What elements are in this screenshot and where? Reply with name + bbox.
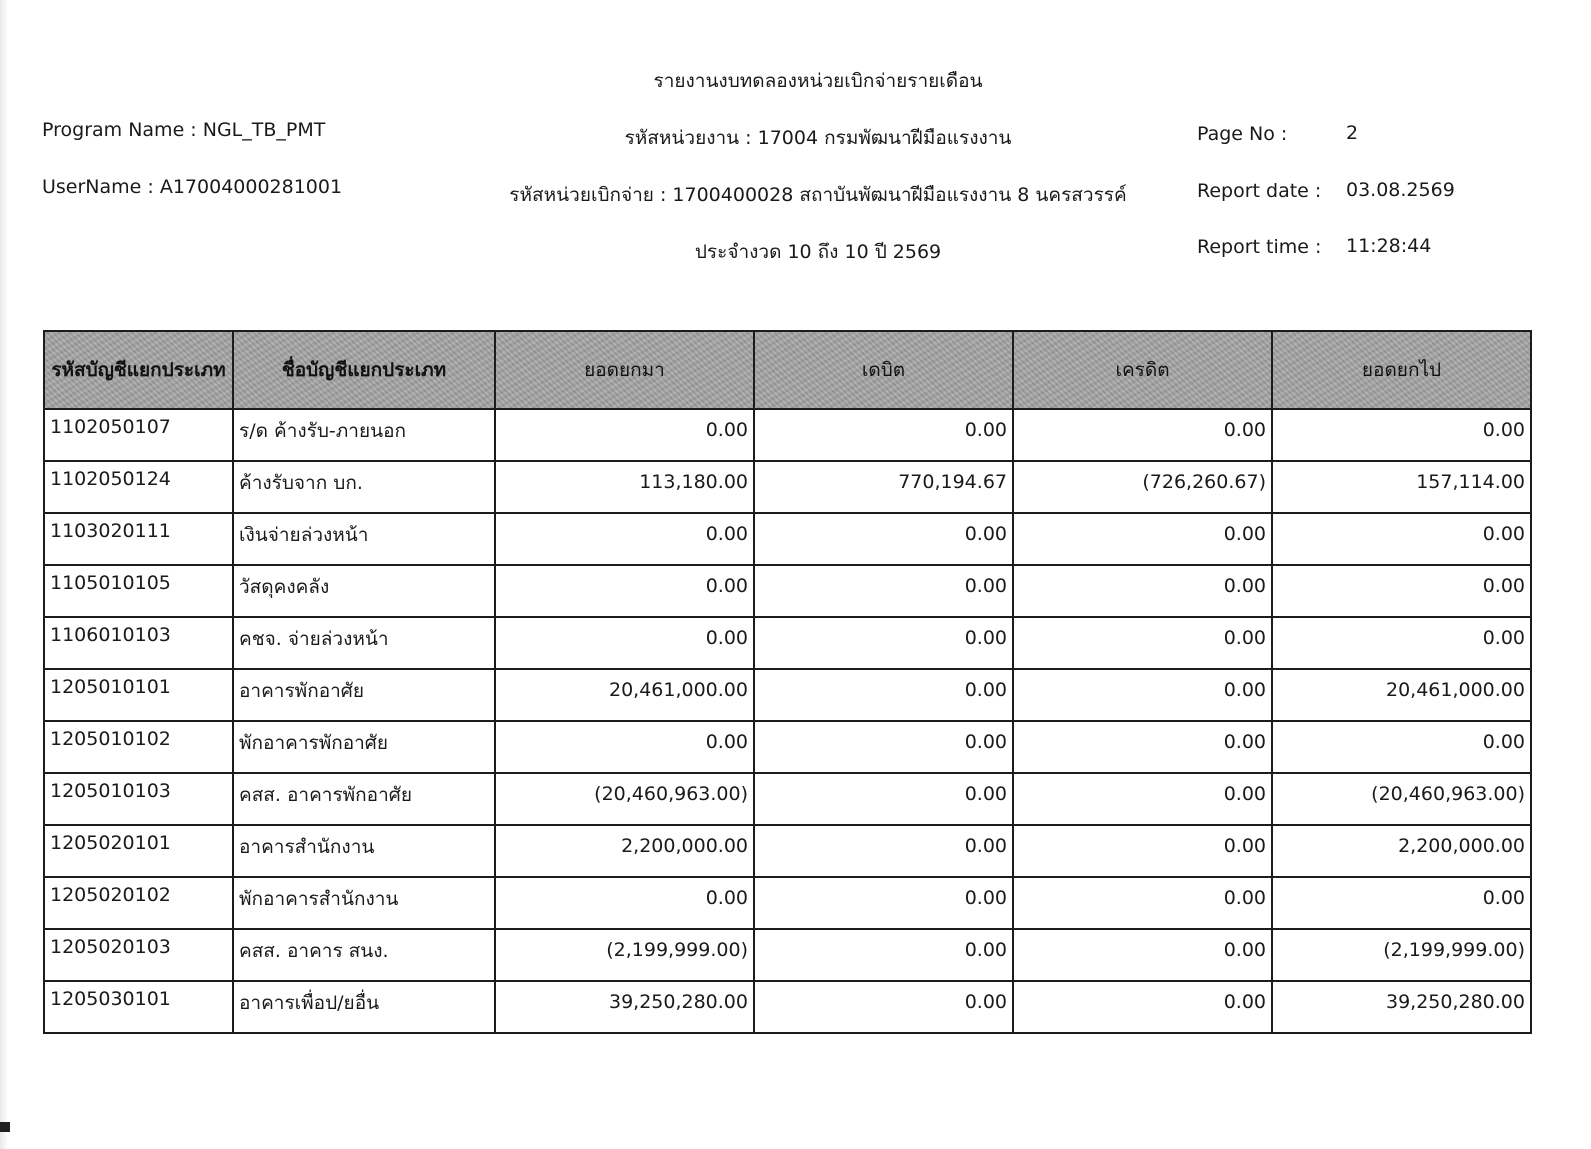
account-code-cell: 1205020103 [44, 929, 233, 981]
account-code-cell: 1205010102 [44, 721, 233, 773]
account-name-cell: คสส. อาคารพักอาศัย [233, 773, 495, 825]
table-row [44, 981, 1531, 1033]
credit-cell: 0.00 [1013, 617, 1272, 669]
debit-cell: 0.00 [754, 773, 1013, 825]
carried-forward-cell: 0.00 [1272, 513, 1531, 565]
account-code-cell: 1102050107 [44, 409, 233, 461]
carried-forward-cell: 0.00 [1272, 617, 1531, 669]
debit-cell: 0.00 [754, 565, 1013, 617]
carried-forward-cell: 0.00 [1272, 721, 1531, 773]
trial-balance-table [43, 330, 1532, 1034]
period-line: ประจำงวด 10 ถึง 10 ปี 2569 [694, 241, 942, 263]
account-code-cell: 1205010101 [44, 669, 233, 721]
disbursing-unit-line: รหัสหน่วยเบิกจ่าย : 1700400028 สถาบันพัฒนาฝีมือแรงงาน 8 นครสวรรค์ [509, 184, 1127, 206]
table-row [44, 669, 1531, 721]
account-name-cell: พักอาคารพักอาศัย [233, 721, 495, 773]
carried-forward-cell: 157,114.00 [1272, 461, 1531, 513]
brought-forward-cell: 113,180.00 [495, 461, 754, 513]
account-name-cell: อาคารสำนักงาน [233, 825, 495, 877]
account-code-cell: 1105010105 [44, 565, 233, 617]
user-name: UserName : A17004000281001 [42, 176, 343, 198]
brought-forward-cell: 0.00 [495, 721, 754, 773]
table-row [44, 773, 1531, 825]
credit-cell: 0.00 [1013, 409, 1272, 461]
credit-cell: 0.00 [1013, 825, 1272, 877]
credit-cell: 0.00 [1013, 877, 1272, 929]
table-header-row [44, 331, 1531, 409]
header-brought-forward: ยอดยกมา [495, 331, 754, 409]
carried-forward-cell: 39,250,280.00 [1272, 981, 1531, 1033]
carried-forward-cell: 20,461,000.00 [1272, 669, 1531, 721]
debit-cell: 0.00 [754, 617, 1013, 669]
debit-cell: 0.00 [754, 929, 1013, 981]
credit-cell: 0.00 [1013, 981, 1272, 1033]
debit-cell: 770,194.67 [754, 461, 1013, 513]
account-code-cell: 1205010103 [44, 773, 233, 825]
account-code-cell: 1205020102 [44, 877, 233, 929]
report-date-value: 03.08.2569 [1346, 179, 1455, 201]
table-row [44, 929, 1531, 981]
account-name-cell: พักอาคารสำนักงาน [233, 877, 495, 929]
credit-cell: 0.00 [1013, 669, 1272, 721]
account-code-cell: 1106010103 [44, 617, 233, 669]
report-time-value: 11:28:44 [1346, 235, 1432, 257]
debit-cell: 0.00 [754, 825, 1013, 877]
table-row [44, 565, 1531, 617]
account-name-cell: อาคารพักอาศัย [233, 669, 495, 721]
carried-forward-cell: 0.00 [1272, 409, 1531, 461]
credit-cell: 0.00 [1013, 929, 1272, 981]
header-carried-forward: ยอดยกไป [1272, 331, 1531, 409]
account-code-cell: 1103020111 [44, 513, 233, 565]
account-name-cell: คสส. อาคาร สนง. [233, 929, 495, 981]
brought-forward-cell: (20,460,963.00) [495, 773, 754, 825]
table-row [44, 409, 1531, 461]
debit-cell: 0.00 [754, 409, 1013, 461]
debit-cell: 0.00 [754, 721, 1013, 773]
account-code-cell: 1205020101 [44, 825, 233, 877]
account-name-cell: คชจ. จ่ายล่วงหน้า [233, 617, 495, 669]
report-date-label: Report date : [1197, 180, 1322, 202]
account-name-cell: เงินจ่ายล่วงหน้า [233, 513, 495, 565]
header-credit: เครดิต [1013, 331, 1272, 409]
header-account-code: รหัสบัญชีแยกประเภท [44, 331, 233, 409]
account-name-cell: ค้างรับจาก บก. [233, 461, 495, 513]
carried-forward-cell: 0.00 [1272, 565, 1531, 617]
table-row [44, 513, 1531, 565]
scan-mark [0, 1122, 10, 1132]
table-row [44, 721, 1531, 773]
brought-forward-cell: 0.00 [495, 513, 754, 565]
carried-forward-cell: 2,200,000.00 [1272, 825, 1531, 877]
account-name-cell: วัสดุคงคลัง [233, 565, 495, 617]
brought-forward-cell: 0.00 [495, 877, 754, 929]
credit-cell: 0.00 [1013, 513, 1272, 565]
page-no-label: Page No : [1197, 123, 1288, 145]
agency-line: รหัสหน่วยงาน : 17004 กรมพัฒนาฝีมือแรงงาน [624, 127, 1012, 149]
table-row [44, 877, 1531, 929]
paper-edge-shadow [0, 0, 8, 1149]
debit-cell: 0.00 [754, 513, 1013, 565]
carried-forward-cell: (20,460,963.00) [1272, 773, 1531, 825]
header-debit: เดบิต [754, 331, 1013, 409]
table-row [44, 617, 1531, 669]
credit-cell: 0.00 [1013, 773, 1272, 825]
program-name: Program Name : NGL_TB_PMT [42, 119, 326, 141]
brought-forward-cell: 0.00 [495, 617, 754, 669]
debit-cell: 0.00 [754, 877, 1013, 929]
brought-forward-cell: (2,199,999.00) [495, 929, 754, 981]
carried-forward-cell: 0.00 [1272, 877, 1531, 929]
brought-forward-cell: 20,461,000.00 [495, 669, 754, 721]
debit-cell: 0.00 [754, 669, 1013, 721]
brought-forward-cell: 0.00 [495, 409, 754, 461]
report-time-label: Report time : [1197, 236, 1322, 258]
credit-cell: 0.00 [1013, 565, 1272, 617]
brought-forward-cell: 39,250,280.00 [495, 981, 754, 1033]
table-row [44, 461, 1531, 513]
report-title: รายงานงบทดลองหน่วยเบิกจ่ายรายเดือน [653, 70, 983, 92]
header-account-name: ชื่อบัญชีแยกประเภท [233, 331, 495, 409]
debit-cell: 0.00 [754, 981, 1013, 1033]
account-code-cell: 1102050124 [44, 461, 233, 513]
credit-cell: 0.00 [1013, 721, 1272, 773]
account-code-cell: 1205030101 [44, 981, 233, 1033]
brought-forward-cell: 0.00 [495, 565, 754, 617]
page-no-value: 2 [1346, 122, 1359, 144]
carried-forward-cell: (2,199,999.00) [1272, 929, 1531, 981]
account-name-cell: อาคารเพื่อป/ยอื่น [233, 981, 495, 1033]
credit-cell: (726,260.67) [1013, 461, 1272, 513]
table-row [44, 825, 1531, 877]
brought-forward-cell: 2,200,000.00 [495, 825, 754, 877]
account-name-cell: ร/ด ค้างรับ-ภายนอก [233, 409, 495, 461]
